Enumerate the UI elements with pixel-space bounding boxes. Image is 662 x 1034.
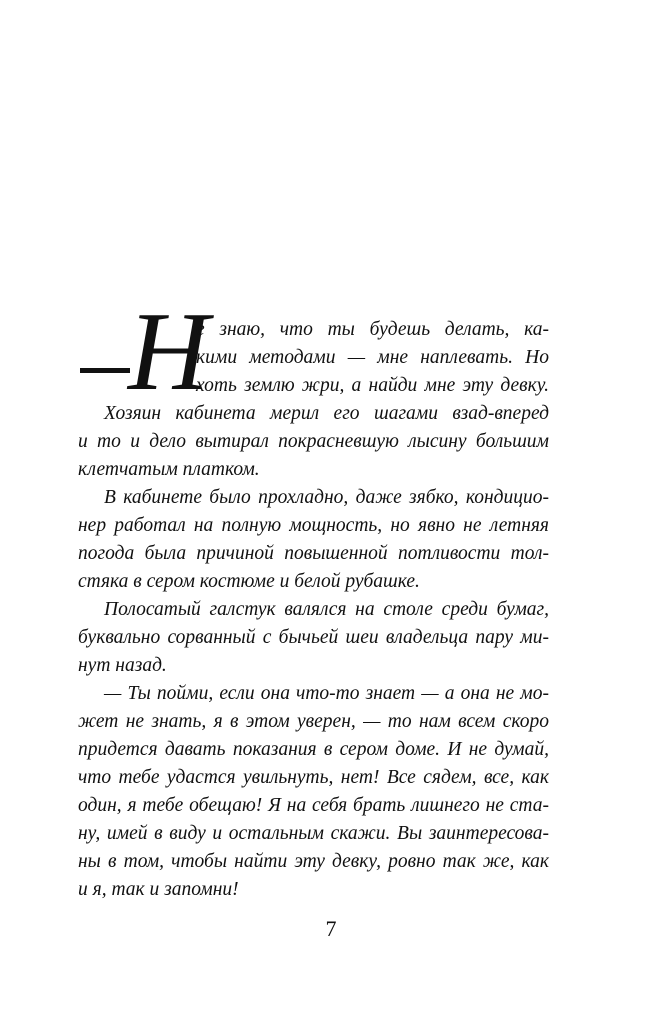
text-line-20: ны в том, чтобы найти эту девку, ровно так же, как bbox=[78, 851, 549, 872]
dropcap-dash bbox=[80, 368, 130, 373]
text-line-18: один, я тебе обещаю! Я на себя брать лишнего не ста- bbox=[78, 795, 549, 816]
text-line-5: и то и дело вытирал покрасневшую лысину большим bbox=[78, 431, 549, 452]
text-line-10: стяка в сером костюме и белой рубашке. bbox=[78, 571, 420, 592]
page-number: 7 bbox=[325, 916, 337, 941]
text-line-21: и я, так и запомни! bbox=[78, 879, 239, 900]
text-line-6: клетчатым платком. bbox=[78, 459, 260, 480]
text-line-14: — Ты пойми, если она что-то знает — а она не мо- bbox=[104, 683, 549, 704]
text-line-12: буквально сорванный с бычьей шеи владельца пару ми- bbox=[78, 627, 549, 648]
text-line-17: что тебе удастся увильнуть, нет! Все сядем, все, как bbox=[78, 767, 549, 788]
text-line-11: Полосатый галстук валялся на столе среди бумаг, bbox=[104, 599, 549, 620]
text-line-13: нут назад. bbox=[78, 655, 167, 676]
dropcap-letter: Н bbox=[128, 290, 209, 414]
text-line-15: жет не знать, я в этом уверен, — то нам всем скоро bbox=[78, 711, 549, 732]
text-line-16: придется давать показания в сером доме. И не думай, bbox=[78, 739, 549, 760]
text-line-9: погода была причиной повышенной потливости тол- bbox=[78, 543, 549, 564]
text-line-4: Хозяин кабинета мерил его шагами взад-вперед bbox=[104, 403, 549, 424]
text-line-7: В кабинете было прохладно, даже зябко, кондицио- bbox=[104, 487, 549, 508]
text-line-2: кими методами — мне наплевать. Но bbox=[196, 347, 549, 368]
text-line-1: е знаю, что ты будешь делать, ка- bbox=[196, 319, 549, 340]
text-line-19: ну, имей в виду и остальным скажи. Вы заинтересова- bbox=[78, 823, 549, 844]
text-line-3: хоть землю жри, а найди мне эту девку. bbox=[196, 375, 549, 396]
text-line-8: нер работал на полную мощность, но явно не летняя bbox=[78, 515, 549, 536]
